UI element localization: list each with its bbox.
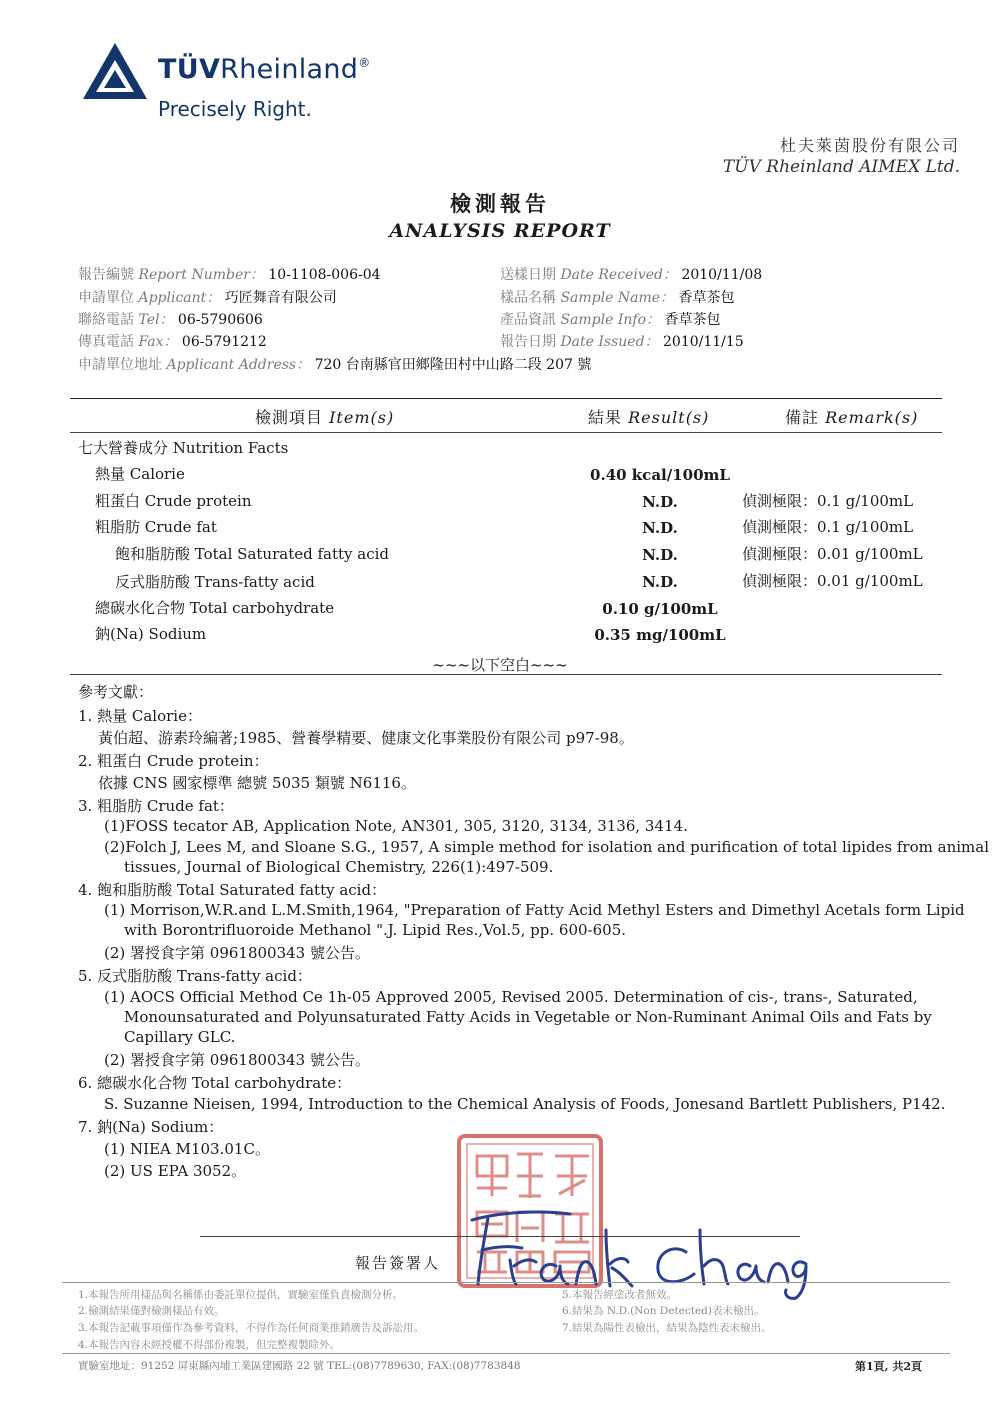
reference-line: tissues, Journal of Biological Chemistry, 226(1):497-509.: [124, 858, 554, 876]
footer-note: 6.結果為 N.D.(Non Detected)表未檢出。: [562, 1305, 765, 1317]
table-row-result: 0.40 kcal/100mL: [590, 466, 730, 484]
end-of-table-mark: ~~~以下空白~~~: [432, 656, 568, 674]
reference-line: Monounsaturated and Polyunsaturated Fatty Acids in Vegetable or Non-Ruminant Animal Oils and Fats by: [124, 1008, 932, 1026]
reference-line: 4. 飽和脂肪酸 Total Saturated fatty acid：: [78, 881, 387, 899]
fax: 傳真電話 Fax： 06-5791212: [78, 334, 267, 350]
reference-line: 1. 熱量 Calorie：: [78, 707, 202, 725]
reference-line: (2) 署授食字第 0961800343 號公告。: [104, 944, 370, 962]
table-row-result: N.D.: [642, 573, 678, 591]
brand-name: TÜVRheinland®: [158, 54, 371, 85]
footer-note: 4.本報告內容未經授權不得部份複製，但完整複製除外。: [78, 1339, 341, 1351]
report-title-en: ANALYSIS REPORT: [389, 220, 611, 242]
page-number: 第1頁, 共2頁: [855, 1360, 922, 1373]
header-remark: 備註 Remark(s): [785, 408, 919, 427]
table-row-remark: 偵測極限：0.1 g/100mL: [742, 518, 914, 536]
reference-line: (1)FOSS tecator AB, Application Note, AN301, 305, 3120, 3134, 3136, 3414.: [104, 817, 688, 835]
reference-line: (1) AOCS Official Method Ce 1h-05 Approved 2005, Revised 2005. Determination of cis-, trans-, Saturated,: [104, 988, 918, 1006]
table-row-item: 粗脂肪 Crude fat: [95, 518, 217, 536]
reference-line: 7. 鈉(Na) Sodium：: [78, 1118, 224, 1136]
company-name-en: TÜV Rheinland AIMEX Ltd.: [722, 157, 960, 177]
table-header-rule: [70, 432, 942, 433]
footer-note: 7.結果為陽性表檢出，結果為陰性表未檢出。: [562, 1322, 772, 1334]
footer-note: 3.本報告記載事項僅作為參考資料，不得作為任何商業推銷廣告及訴訟用。: [78, 1322, 425, 1334]
table-row-result: 0.35 mg/100mL: [594, 626, 726, 644]
footer-note: 1.本報告所用樣品與名稱係由委託單位提供，實驗室僅負責檢測分析。: [78, 1289, 404, 1301]
signatory-label: 報告簽署人: [355, 1254, 441, 1272]
reference-line: 黃伯超、游素玲編著;1985、營養學精要、健康文化事業股份有限公司 p97-98。: [98, 729, 634, 747]
brand-tagline: Precisely Right.: [158, 97, 312, 121]
table-row-result: 0.10 g/100mL: [602, 600, 718, 618]
reference-line: (2) 署授食字第 0961800343 號公告。: [104, 1051, 370, 1069]
applicant: 申請單位 Applicant： 巧匠舞音有限公司: [78, 290, 337, 306]
applicant-address: 申請單位地址 Applicant Address： 720 台南縣官田鄉隆田村中山路二段 207 號: [78, 357, 592, 373]
table-row-item: 總碳水化合物 Total carbohydrate: [95, 599, 335, 617]
footer-note: 5.本報告經塗改者無效。: [562, 1289, 678, 1301]
references-title: 參考文獻：: [78, 683, 154, 701]
tuv-logo-triangle-icon: [80, 40, 150, 102]
reference-line: (2) US EPA 3052。: [104, 1162, 247, 1180]
header-item: 檢測項目 Item(s): [255, 408, 395, 427]
handwritten-signature: [450, 1200, 810, 1300]
reference-line: S. Suzanne Nieisen, 1994, Introduction to the Chemical Analysis of Foods, Jonesand Bartlett Publishers, P142.: [104, 1095, 946, 1113]
reference-line: (1) NIEA M103.01C。: [104, 1140, 270, 1158]
reference-line: 依據 CNS 國家標準 總號 5035 類號 N6116。: [98, 774, 416, 792]
date-issued: 報告日期 Date Issued： 2010/11/15: [500, 334, 744, 350]
date-received: 送樣日期 Date Received： 2010/11/08: [500, 267, 763, 283]
lab-address: 實驗室地址：91252 屏東縣內埔工業區建國路 22 號 TEL:(08)7789630, FAX:(08)7783848: [78, 1360, 521, 1372]
reference-line: (2)Folch J, Lees M, and Sloane S.G., 1957, A simple method for isolation and purification of total lipides from animal: [104, 838, 989, 856]
header-result: 結果 Result(s): [588, 408, 710, 427]
table-row-result: N.D.: [642, 493, 678, 511]
report-number: 報告編號 Report Number： 10-1108-006-04: [78, 267, 381, 283]
table-row-item: 反式脂肪酸 Trans-fatty acid: [115, 573, 315, 591]
table-row-item: 鈉(Na) Sodium: [95, 625, 207, 643]
table-row-item: 熱量 Calorie: [95, 465, 185, 483]
nutrition-section-title: 七大營養成分 Nutrition Facts: [78, 439, 289, 457]
sample-name: 樣品名稱 Sample Name： 香草茶包: [500, 290, 735, 306]
sample-info: 產品資訊 Sample Info： 香草茶包: [500, 312, 721, 328]
footer-bottom-rule: [62, 1353, 950, 1354]
footer-top-rule: [62, 1282, 950, 1283]
table-row-item: 粗蛋白 Crude protein: [95, 492, 252, 510]
table-row-result: N.D.: [642, 546, 678, 564]
table-row-remark: 偵測極限：0.1 g/100mL: [742, 492, 914, 510]
reference-line: Capillary GLC.: [124, 1028, 236, 1046]
table-row-result: N.D.: [642, 519, 678, 537]
table-row-item: 飽和脂肪酸 Total Saturated fatty acid: [115, 545, 390, 563]
table-bottom-rule: [70, 674, 942, 675]
company-name-zh: 杜夫萊茵股份有限公司: [779, 136, 960, 155]
table-row-remark: 偵測極限：0.01 g/100mL: [742, 572, 923, 590]
reference-line: with Borontrifluoroide Methanol ".J. Lipid Res.,Vol.5, pp. 600-605.: [124, 921, 627, 939]
reference-line: 5. 反式脂肪酸 Trans-fatty acid：: [78, 967, 312, 985]
reference-line: 6. 總碳水化合物 Total carbohydrate：: [78, 1074, 352, 1092]
table-top-rule: [70, 398, 942, 399]
footer-note: 2.檢測結果僅對檢測樣品有效。: [78, 1305, 225, 1317]
reference-line: 2. 粗蛋白 Crude protein：: [78, 752, 269, 770]
report-title-zh: 檢測報告: [450, 191, 550, 216]
reference-line: (1) Morrison,W.R.and L.M.Smith,1964, "Preparation of Fatty Acid Methyl Esters and Dimethyl Acetals form Lipid: [104, 901, 965, 919]
reference-line: 3. 粗脂肪 Crude fat：: [78, 797, 234, 815]
tel: 聯絡電話 Tel： 06-5790606: [78, 312, 263, 328]
table-row-remark: 偵測極限：0.01 g/100mL: [742, 545, 923, 563]
